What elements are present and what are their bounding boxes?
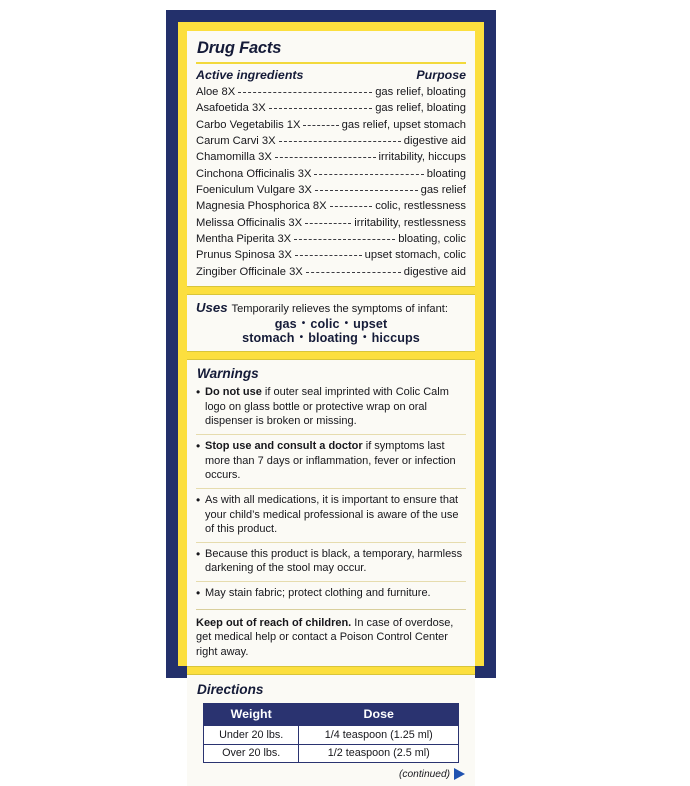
bullet-icon: • (196, 546, 201, 561)
ingredient-name: Melissa Officinalis 3X (196, 216, 303, 229)
section-active-ingredients (187, 31, 475, 286)
leader-dots (269, 102, 373, 109)
ingredient-purpose: gas relief (420, 184, 466, 197)
ingredient-purpose: bloating (426, 167, 466, 180)
ingredient-name: Foeniculum Vulgare 3X (196, 184, 312, 197)
ingredient-row (196, 198, 466, 214)
ingredient-row (196, 133, 466, 149)
warning-text: As with all medications, it is important to ensure that your child’s medical professional is aware of the use of this product. (205, 493, 459, 536)
warning-text: Do not use if outer seal imprinted with Colic Calm logo on glass bottle or protective wrap on oral dispenser is broken or missing. (205, 386, 449, 428)
ingredient-purpose: irritability, hiccups (378, 151, 466, 164)
dosage-table-row (204, 726, 459, 745)
drug-facts-label (166, 10, 496, 780)
dosage-column-header: Dose (299, 704, 459, 726)
continued-row (196, 768, 466, 780)
warning-text: Stop use and consult a doctor if symptoms last more than 7 days or inflammation, fever or infection occurs. (205, 440, 456, 482)
arrow-right-icon (454, 768, 465, 780)
leader-dots (279, 135, 401, 142)
warning-item (196, 581, 466, 606)
ingredient-purpose: gas relief, upset stomach (341, 118, 466, 131)
warning-lead: Do not use (205, 386, 262, 399)
ingredient-name: Chamomilla 3X (196, 151, 272, 164)
dosage-table-body (204, 726, 459, 763)
dosage-cell: Under 20 lbs. (204, 726, 299, 745)
leader-dots (315, 184, 418, 191)
warning-item (196, 488, 466, 542)
bullet-separator: • (301, 318, 306, 330)
col-header-ingredient: Active ingredients (196, 68, 304, 82)
ingredient-purpose: gas relief, bloating (375, 86, 466, 98)
bullet-separator: • (362, 332, 367, 344)
ingredient-purpose: bloating, colic (398, 233, 466, 246)
ingredient-row (196, 84, 466, 100)
section-divider (187, 286, 475, 295)
bullet-icon: • (196, 439, 201, 453)
ingredient-purpose: digestive aid (403, 135, 466, 148)
warning-item (196, 434, 466, 488)
bullet-icon: • (196, 492, 201, 507)
ingredient-row (196, 117, 466, 133)
ingredient-name: Zingiber Officinale 3X (196, 265, 303, 278)
ingredient-row (196, 149, 466, 165)
ingredient-purpose: colic, restlessness (375, 200, 466, 213)
keep-out-text: In case of overdose, get medical help or contact a Poison Control Center right away. (196, 616, 454, 659)
ingredient-row (196, 100, 466, 116)
warning-lead: Stop use and consult a doctor (205, 440, 363, 452)
uses-symptom-list (196, 317, 466, 345)
warnings-list (196, 384, 466, 606)
drug-facts-title: Drug Facts (197, 39, 282, 57)
symptom-item: gas (274, 317, 297, 332)
symptom-item: hiccups (371, 331, 420, 346)
leader-dots (306, 266, 401, 273)
warning-item (196, 384, 466, 434)
ingredient-name: Asafoetida 3X (196, 102, 266, 115)
ingredient-purpose: irritability, restlessness (354, 216, 466, 229)
symptom-item: upset stomach (242, 317, 388, 346)
bullet-icon: • (196, 586, 201, 600)
ingredient-row (196, 247, 466, 263)
section-divider (187, 666, 475, 675)
continued-label: (continued) (399, 768, 450, 780)
ingredient-purpose: upset stomach, colic (364, 249, 466, 262)
label-panel (187, 31, 475, 780)
uses-heading: Uses (196, 300, 228, 316)
symptom-item: colic (310, 317, 340, 332)
ingredient-list (196, 84, 466, 280)
col-header-purpose: Purpose (416, 68, 466, 82)
ingredient-name: Carbo Vegetabilis 1X (196, 118, 301, 131)
ingredient-purpose: gas relief, bloating (375, 102, 466, 115)
ingredient-row (196, 182, 466, 198)
keep-out-lead: Keep out of reach of children. (196, 616, 352, 629)
leader-dots (295, 249, 362, 256)
leader-dots (294, 233, 395, 240)
ingredient-name: Magnesia Phosphorica 8X (196, 200, 327, 213)
leader-dots (314, 168, 423, 175)
dosage-table (203, 703, 459, 763)
dosage-cell: 1/4 teaspoon (1.25 ml) (299, 726, 459, 745)
bullet-icon: • (196, 385, 201, 400)
dosage-table-row (204, 744, 459, 763)
section-directions (187, 675, 475, 786)
leader-dots (303, 119, 338, 126)
ingredient-name: Aloe 8X (196, 86, 236, 98)
ingredient-name: Mentha Piperita 3X (196, 233, 292, 246)
uses-intro-text: Temporarily relieves the symptoms of infant: (231, 303, 448, 316)
ingredient-row (196, 166, 466, 182)
leader-dots (305, 217, 351, 224)
ingredient-name: Prunus Spinosa 3X (196, 249, 292, 262)
warning-text: Because this product is black, a temporary, harmless darkening of the stool may occur. (205, 547, 463, 575)
leader-dots (330, 200, 373, 207)
warning-item (196, 542, 466, 581)
ingredient-purpose: digestive aid (403, 265, 466, 278)
section-divider (187, 351, 475, 360)
symptom-item: bloating (308, 331, 358, 346)
warning-text: May stain fabric; protect clothing and furniture. (205, 587, 431, 599)
uses-intro-line (196, 300, 466, 315)
dosage-cell: Over 20 lbs. (204, 744, 299, 763)
ingredient-row (196, 215, 466, 231)
section-warnings (187, 360, 475, 666)
active-ingredients-header (196, 68, 466, 82)
ingredient-name: Carum Carvi 3X (196, 135, 276, 148)
title-rule (196, 62, 466, 64)
dosage-table-header-row (204, 704, 459, 726)
dosage-column-header: Weight (204, 704, 299, 726)
ingredient-name: Cinchona Officinalis 3X (196, 167, 312, 180)
dosage-cell: 1/2 teaspoon (2.5 ml) (299, 744, 459, 763)
warnings-heading: Warnings (197, 366, 259, 382)
bullet-separator: • (344, 318, 349, 330)
leader-dots (275, 151, 376, 158)
ingredient-row (196, 231, 466, 247)
leader-dots (238, 86, 372, 93)
section-uses (187, 295, 475, 351)
ingredient-row (196, 264, 466, 280)
label-yellow-frame (178, 22, 484, 780)
directions-heading: Directions (197, 682, 264, 698)
keep-out-of-reach-note (196, 609, 466, 661)
bullet-separator: • (299, 332, 304, 344)
